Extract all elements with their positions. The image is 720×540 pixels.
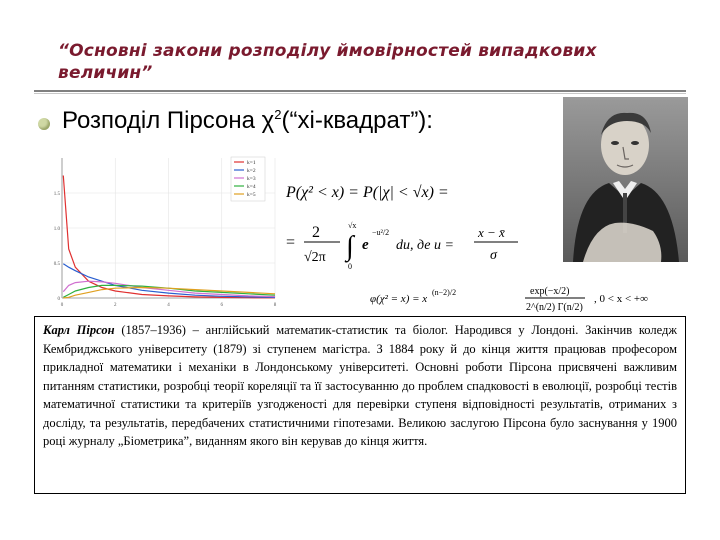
formula-u-num: x − x̄ — [478, 225, 505, 240]
chart-x-tick-label: 6 — [220, 303, 223, 308]
slide-title: “Основні закони розподілу ймовірностей випадкових величин” — [58, 41, 597, 83]
formula-exponent: −u²/2 — [372, 228, 390, 237]
chart-y-tick-label: 0.5 — [53, 262, 60, 267]
biography-box — [34, 316, 686, 494]
formula-integral-upper: √x — [348, 221, 357, 230]
formula-integral-sign: ∫ — [346, 231, 354, 262]
density-lhs: φ(χ² = x) = x — [370, 293, 428, 305]
chart-x-tick-label: 4 — [167, 303, 170, 308]
formula-integral-lower: 0 — [348, 262, 352, 271]
bio-name: Карл Пірсон — [43, 323, 115, 337]
chart-legend-label: k=2 — [247, 168, 256, 174]
chart-legend-label: k=3 — [247, 176, 256, 182]
subtitle-tail: (“хі-квадрат”): — [281, 107, 433, 134]
formula-equals: = — [286, 234, 296, 251]
chart-legend-label: k=1 — [247, 160, 256, 166]
formula-exponential: e — [362, 237, 369, 253]
chi-square-density-formula — [370, 282, 690, 312]
title-divider — [34, 90, 686, 92]
karl-pearson-portrait — [563, 97, 688, 262]
subtitle-text: Розподіл Пірсона χ — [62, 107, 275, 134]
subtitle — [62, 107, 433, 135]
bio-text: (1857–1936) – англійський математик-статистик та біолог. Народився у Лондоні. Закінчив коледж Кембриджського університету (1879) зі ступенем магістра. З 1884 року й до кінця життя працював професором прикладної математики і механіки в Лондонському університеті. Основні роботи Пірсона присвячені важливим питанням статистики, розробці теорії кореляції та її застосуванню до проблем спадковості в еволюції, розробці тестів математичної статистики та критеріїв узгодженості для перевірки ступеня відповідності результатів, отриманих з досліду, та результатів, передбачених статистичними гіпотезами. Великою заслугою Пірсона було заснування у 1900 році журналу „Біометрика”, виданням якого він керував до кінця життя. — [43, 323, 677, 448]
chart-legend-label: k=5 — [247, 192, 256, 198]
formula-sigma: σ — [490, 248, 497, 263]
density-den: 2^(n/2) Γ(n/2) — [526, 302, 583, 312]
formula-coef-num: 2 — [312, 224, 320, 241]
chart-y-tick-label: 0 — [57, 297, 60, 302]
chart-y-tick-label: 1.5 — [53, 192, 60, 197]
chi-square-density-chart — [50, 150, 280, 310]
portrait-left-eye — [611, 141, 619, 145]
chart-legend-label: k=4 — [247, 184, 256, 190]
subtitle-superscript: 2 — [274, 107, 282, 122]
formula-coef-den: √2π — [304, 250, 326, 265]
title-divider-shadow — [34, 93, 686, 94]
bullet-icon — [38, 118, 50, 130]
chart-x-tick-label: 8 — [273, 303, 277, 308]
chi-square-cdf-formula — [282, 165, 542, 275]
density-num: exp(−x/2) — [530, 286, 570, 297]
portrait-right-eye — [631, 141, 639, 145]
chart-x-tick-label: 2 — [114, 303, 117, 308]
density-power: (n−2)/2 — [432, 288, 457, 297]
chart-x-tick-label: 0 — [60, 303, 64, 308]
chart-y-tick-label: 1.0 — [53, 227, 60, 232]
density-range: , 0 < x < +∞ — [594, 293, 648, 305]
formula-du: du, де u = — [396, 238, 454, 253]
formula-line-1: P(χ² < x) = P(|χ| < √x) = — [286, 184, 449, 201]
